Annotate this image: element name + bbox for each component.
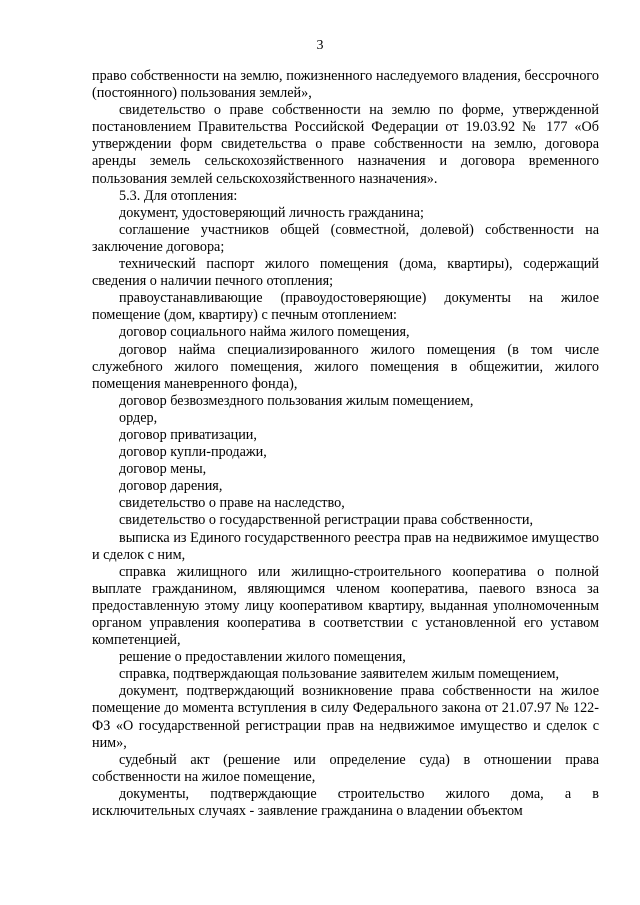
list-item: технический паспорт жилого помещения (дома, квартиры), содержащий сведения о наличии печного отопления; bbox=[92, 256, 599, 290]
list-item: договор купли-продажи, bbox=[119, 444, 267, 461]
list-item: справка, подтверждающая пользование заявителем жилым помещением, bbox=[119, 666, 560, 683]
list-item: соглашение участников общей (совместной, долевой) собственности на заключение договора; bbox=[92, 221, 599, 255]
list-item: документы, подтверждающие строительство жилого дома, а в исключительных случаях - заявление гражданина о владении объектом bbox=[92, 785, 599, 820]
list-item: договор мены, bbox=[119, 461, 207, 478]
document-body bbox=[92, 68, 599, 820]
list-item: свидетельство о государственной регистрации права собственности, bbox=[119, 512, 534, 529]
list-item: договор дарения, bbox=[119, 478, 223, 495]
list-item: документ, подтверждающий возникновение права собственности на жилое помещение до момента вступления в силу Федерального закона от 21.07.97 № 122-ФЗ «О государственной регистрации прав на недвижимое имущество и сделок с ним», bbox=[92, 683, 599, 751]
list-item: документ, удостоверяющий личность гражданина; bbox=[119, 204, 424, 221]
list-item: ордер, bbox=[119, 409, 158, 426]
list-item: договор найма специализированного жилого помещения (в том числе служебного жилого помещения, жилого помещения в общежитии, жилого помещения маневренного фонда), bbox=[92, 341, 599, 392]
page-number: 3 bbox=[316, 38, 324, 53]
list-item: решение о предоставлении жилого помещения, bbox=[119, 649, 406, 666]
list-item: договор безвозмездного пользования жилым помещением, bbox=[119, 392, 474, 409]
list-item: свидетельство о праве на наследство, bbox=[119, 495, 345, 512]
list-item: договор приватизации, bbox=[119, 426, 257, 443]
section-heading: 5.3. Для отопления: bbox=[119, 187, 238, 204]
list-item: правоустанавливающие (правоудостоверяющие) документы на жилое помещение (дом, квартиру) с печным отоплением: bbox=[92, 290, 599, 324]
list-item: выписка из Единого государственного реестра прав на недвижимое имущество и сделок с ним, bbox=[92, 529, 599, 563]
list-item: договор социального найма жилого помещения, bbox=[119, 324, 410, 341]
list-item: судебный акт (решение или определение суда) в отношении права собственности на жилое помещение, bbox=[92, 751, 599, 785]
paragraph: право собственности на землю, пожизненного наследуемого владения, бессрочного (постоянного) пользования землей», bbox=[92, 68, 599, 102]
paragraph: свидетельство о праве собственности на землю по форме, утвержденной постановлением Правительства Российской Федерации от 19.03.92 № 177 «Об утверждении форм свидетельства о праве собственности на землю, договора аренды земель сельскохозяйственного назначения и договора временного пользования землей сельскохозяйственного назначения». bbox=[92, 102, 599, 187]
list-item: справка жилищного или жилищно-строительного кооператива о полной выплате гражданином, являющимся членом кооператива, паевого взноса за предоставленную этому лицу кооперативом квартиру, выданная уполномоченным органом управления кооператива в соответствии с установленной его уставом компетенцией, bbox=[92, 563, 599, 649]
